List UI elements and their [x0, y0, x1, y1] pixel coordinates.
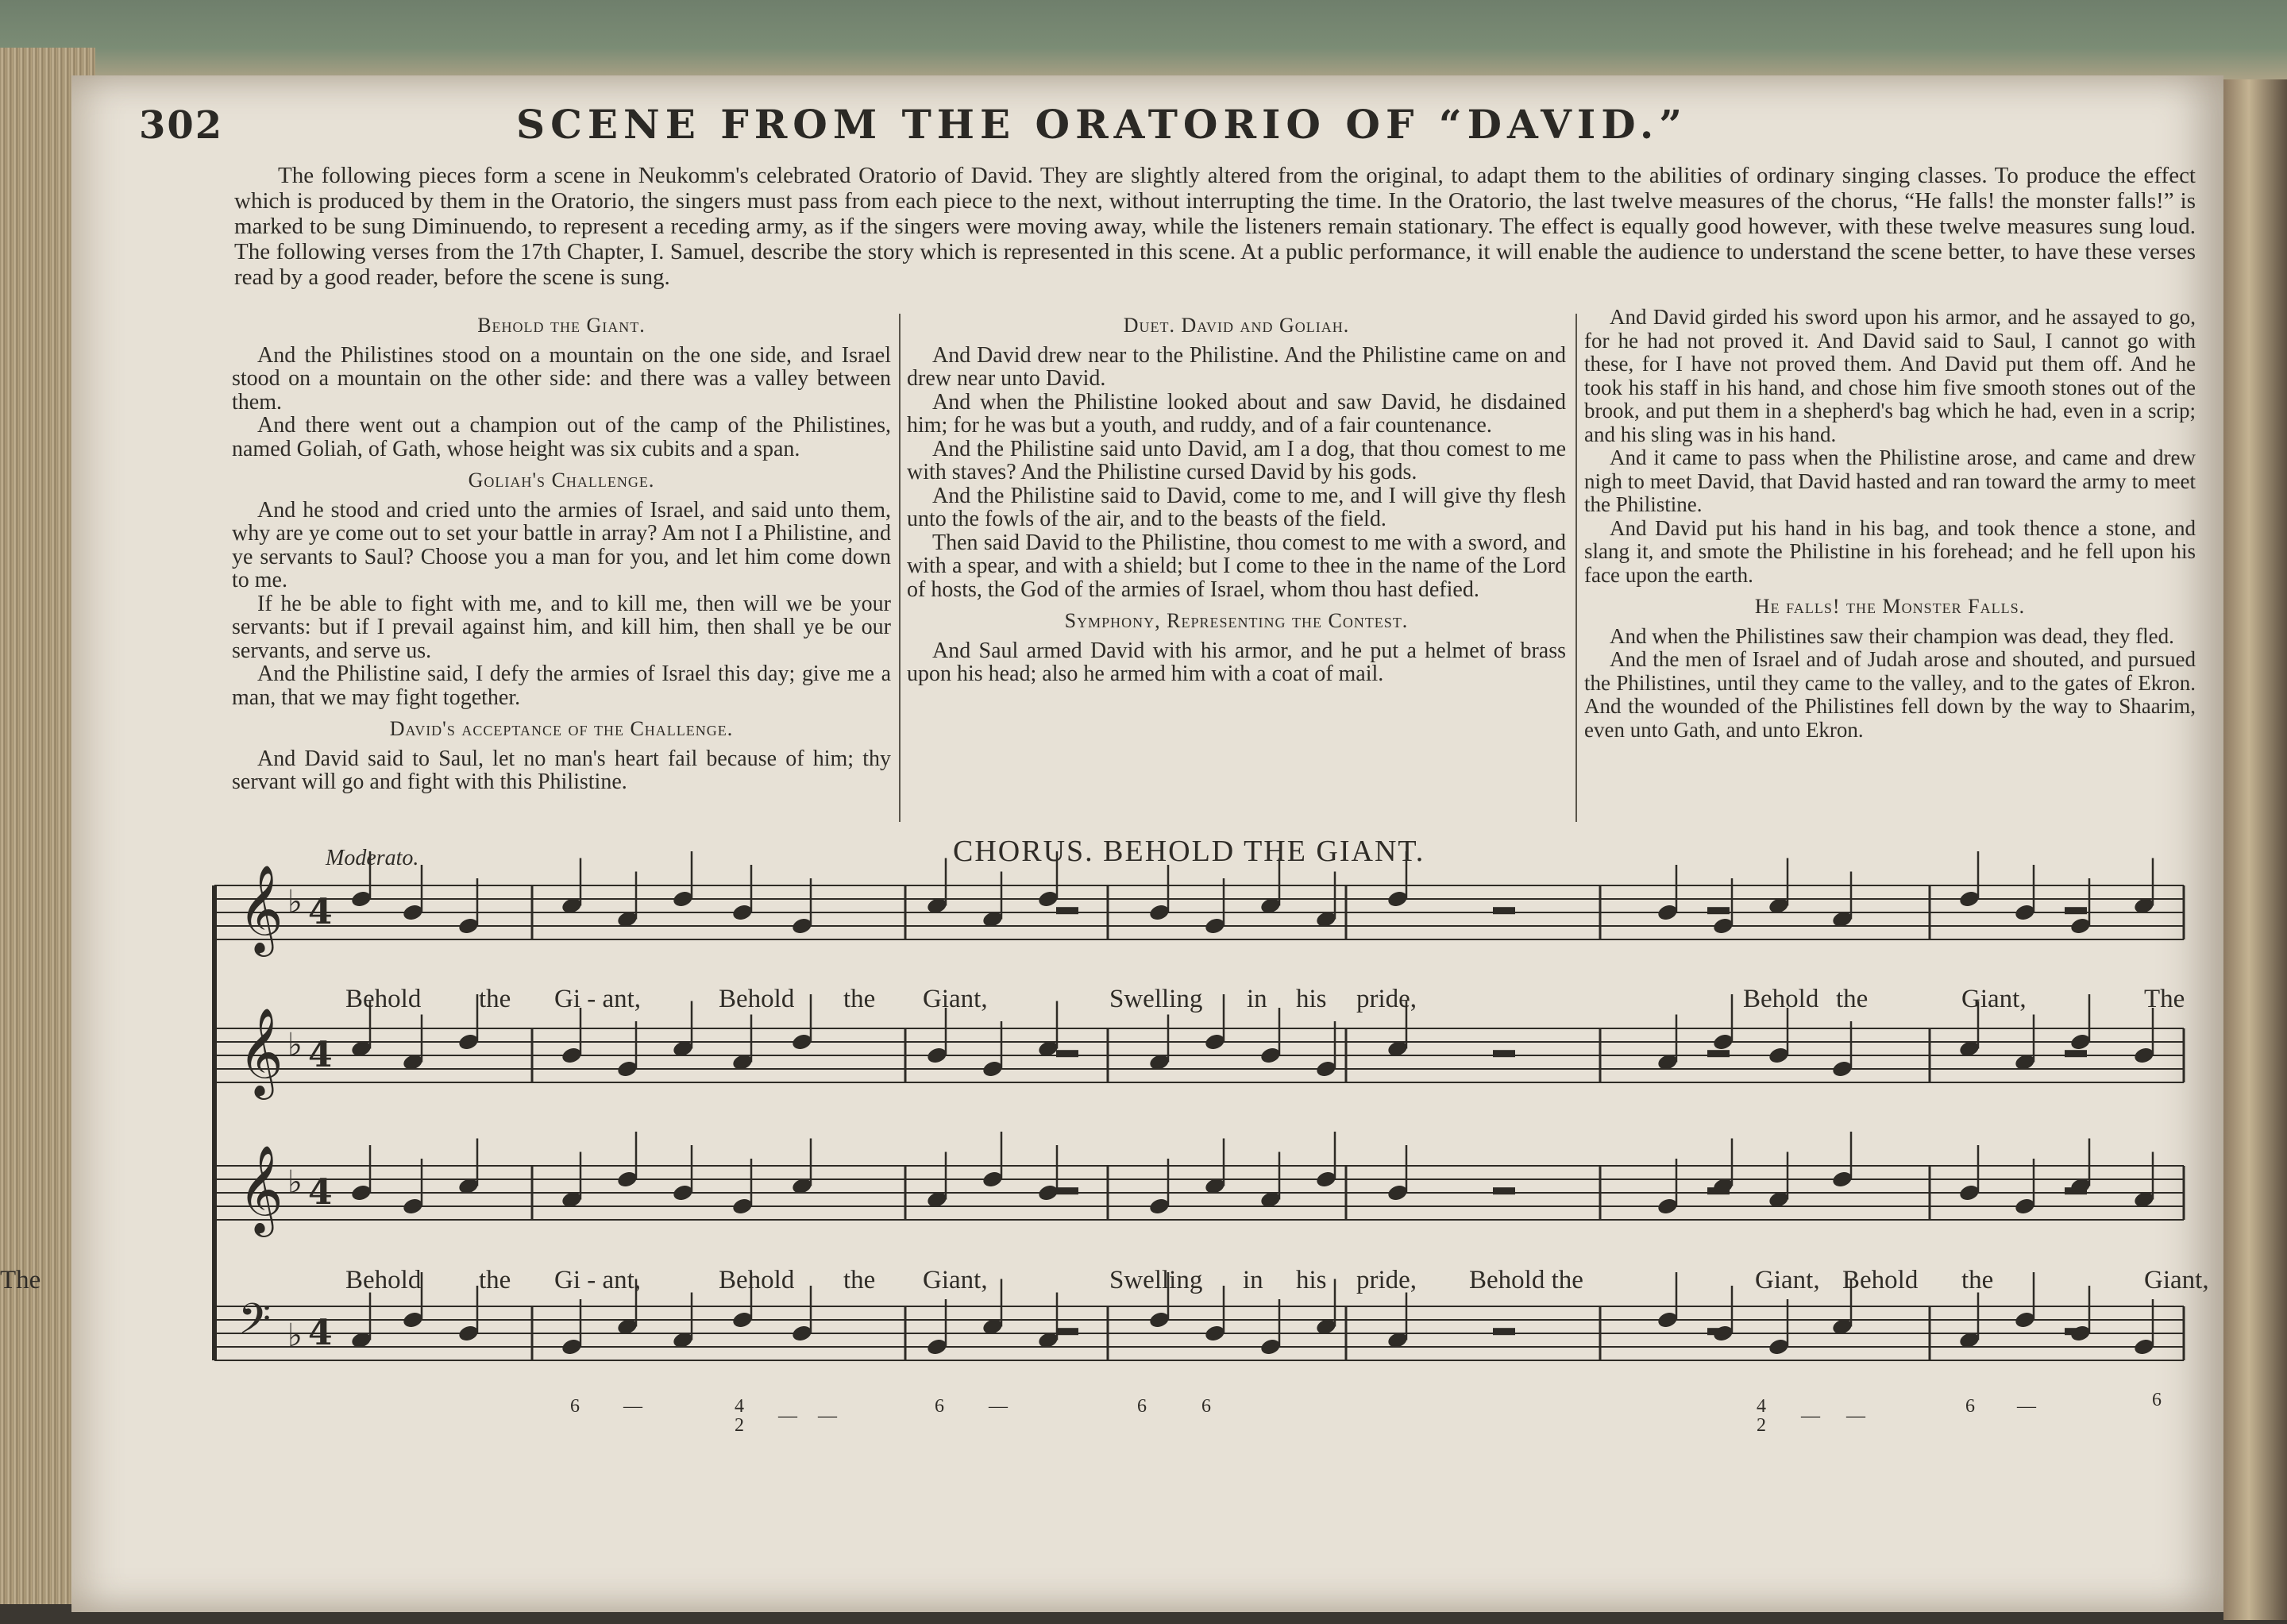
- figured-bass-numeral: 2: [735, 1415, 744, 1436]
- paragraph: And when the Philistines saw their champion was dead, they fled.: [1610, 623, 2174, 648]
- section-heading: Symphony, Representing the Contest.: [1064, 609, 1409, 632]
- lyric-syllable: Gi - ant,: [554, 985, 642, 1013]
- treble-clef-icon: 𝄞: [238, 864, 283, 953]
- lyric-syllable: Behold: [345, 1266, 422, 1294]
- lyric-syllable: Giant,: [1755, 1266, 1820, 1294]
- paragraph: And the men of Israel and of Judah arose and shouted, and pursued the Philistines, until they came to the valley, and to the gates of Ekron. And the wounded of the Philistines fell down by the way to Shaarim, even unto Gath, and unto Ekron.: [1584, 647, 2196, 742]
- paragraph: And Saul armed David with his armor, and he put a helmet of brass upon his head; also he armed him with a coat of mail.: [907, 638, 1566, 686]
- section-heading: David's acceptance of the Challenge.: [389, 717, 734, 740]
- figured-bass-numeral: —: [818, 1406, 837, 1426]
- chorus-title: CHORUS. BEHOLD THE GIANT.: [953, 835, 1425, 868]
- lyric-syllable: pride,: [1356, 985, 1417, 1013]
- bass-clef-icon: 𝄢: [238, 1295, 272, 1354]
- paragraph: If he be able to fight with me, and to kill me, then will we be your servants: but if I prevail against him, and kill him, then shall ye be our servants, and serve us.: [232, 591, 891, 663]
- lyric-syllable: The: [2144, 985, 2185, 1013]
- figured-bass-numeral: —: [778, 1406, 797, 1426]
- lyric-syllable: Giant,: [923, 985, 988, 1013]
- figured-bass-numeral: 2: [1757, 1415, 1766, 1436]
- lyric-syllable: The: [0, 1266, 41, 1294]
- text-column-3: [1584, 306, 2196, 742]
- paragraph: And the Philistine said, I defy the armies of Israel this day; give me a man, that we may fight together.: [232, 662, 891, 710]
- treble-clef-icon: 𝄞: [238, 1144, 283, 1233]
- paragraph: And David drew near to the Philistine. And the Philistine came on and drew near unto David.: [907, 342, 1566, 391]
- column-divider: [899, 314, 901, 822]
- lyric-syllable: the: [479, 985, 511, 1013]
- lyric-syllable: in: [1243, 1266, 1263, 1294]
- paragraph: And when the Philistine looked about and saw David, he disdained him; for he was but a youth, and ruddy, and of a fair countenance.: [907, 389, 1566, 438]
- lyric-syllable: Gi - ant,: [554, 1266, 642, 1294]
- section-heading: Behold the Giant.: [477, 314, 646, 337]
- paragraph: And there went out a champion out of the camp of the Philistines, named Goliah, of Gath, whose height was six cubits and a span.: [232, 413, 891, 461]
- text-column-1: [232, 306, 891, 794]
- section-heading: Duet. David and Goliah.: [1123, 314, 1350, 337]
- paragraph: And he stood and cried unto the armies of Israel, and said unto them, why are ye come out to set your battle in array? Am not I a Philistine, and ye servants to Saul? Choose you a man for you, and let him come down to me.: [232, 497, 891, 592]
- key-flat-icon: ♭: [287, 884, 303, 920]
- figured-bass-numeral: 6: [935, 1396, 944, 1417]
- figured-bass-numeral: 4: [1757, 1396, 1766, 1417]
- lyric-syllable: the: [843, 985, 876, 1013]
- paragraph: And David girded his sword upon his armor, and he assayed to go, for he had not proved it. And David said to Saul, I cannot go with these, for I have not proved them. And David put them off. And he took his staff in his hand, and chose him five smooth stones out of the brook, and put them in a shepherd's bag which he had, even in a scrip; and his sling was in his hand.: [1584, 305, 2196, 446]
- lyric-syllable: Behold: [719, 985, 795, 1013]
- paragraph: And David said to Saul, let no man's heart fail because of him; thy servant will go and fight with this Philistine.: [232, 746, 891, 794]
- paragraph: And it came to pass when the Philistine arose, and came and drew nigh to meet David, that David hasted and ran toward the army to meet the Philistine.: [1584, 446, 2196, 516]
- lyric-syllable: his: [1296, 985, 1327, 1013]
- section-heading: Goliah's Challenge.: [468, 469, 655, 492]
- page-number: 302: [139, 103, 224, 148]
- figured-bass-numeral: 4: [735, 1396, 744, 1417]
- time-signature: 4: [308, 1313, 333, 1353]
- lyric-syllable: Behold: [345, 985, 422, 1013]
- lyric-syllable: pride,: [1356, 1266, 1417, 1294]
- section-heading: He falls! the Monster Falls.: [1754, 595, 2026, 618]
- time-signature: 4: [308, 1172, 333, 1213]
- paragraph: And the Philistines stood on a mountain on the one side, and Israel stood on a mountain on the other side: and there was a valley between them.: [232, 342, 891, 415]
- figured-bass-numeral: 6: [1137, 1396, 1147, 1417]
- figured-bass-numeral: —: [1801, 1406, 1820, 1426]
- figured-bass-numeral: —: [1846, 1406, 1865, 1426]
- figured-bass-numeral: 6: [1201, 1396, 1211, 1417]
- lyric-syllable: Behold: [1743, 985, 1819, 1013]
- paragraph: And David put his hand in his bag, and took thence a stone, and slang it, and smote the Philistine in his forehead; and he fell upon his face upon the earth.: [1584, 515, 2196, 587]
- intro-paragraph: The following pieces form a scene in Neukomm's celebrated Oratorio of David. They are slightly altered from the original, to adapt them to the abilities of ordinary singing classes. To produce the effect which is produced by them in the Oratorio, the singers must pass from each piece to the next, without interrupting the time. In the Oratorio, the last twelve measures of the chorus, “He falls! the monster falls!” is marked to be sung Diminuendo, to represent a receding army, as if the singers were moving away, while the listeners remain stationary. The effect is equally good however, with these twelve measures sung loud. The following verses from the 17th Chapter, I. Samuel, describe the story which is represented in this scene. At a public performance, it will enable the audience to understand the scene better, to have these verses read by a good reader, before the scene is sung.: [234, 163, 2196, 290]
- figured-bass-numeral: —: [2017, 1396, 2036, 1417]
- time-signature: 4: [308, 1035, 333, 1075]
- figured-bass-numeral: 6: [570, 1396, 580, 1417]
- lyric-syllable: in: [1247, 985, 1267, 1013]
- key-flat-icon: ♭: [287, 1164, 303, 1201]
- paragraph: And the Philistine said unto David, am I a dog, that thou comest to me with staves? And the Philistine cursed David by his gods.: [907, 436, 1566, 484]
- figured-bass-numeral: —: [989, 1396, 1008, 1417]
- lyric-syllable: the: [1961, 1266, 1994, 1294]
- figured-bass-numeral: 6: [1965, 1396, 1975, 1417]
- lyric-syllable: Behold: [1842, 1266, 1919, 1294]
- lyric-syllable: the: [843, 1266, 876, 1294]
- lyric-syllable: Giant,: [923, 1266, 988, 1294]
- time-signature: 4: [308, 892, 333, 932]
- treble-clef-icon: 𝄞: [238, 1007, 283, 1096]
- tempo-marking: Moderato.: [326, 846, 419, 870]
- lyric-syllable: his: [1296, 1266, 1327, 1294]
- paragraph: Then said David to the Philistine, thou comest to me with a sword, and with a spear, and with a shield; but I come to thee in the name of the Lord of hosts, the God of the armies of Israel, whom thou hast defied.: [907, 530, 1566, 602]
- lyric-syllable: Giant,: [2144, 1266, 2209, 1294]
- lyric-syllable: the: [479, 1266, 511, 1294]
- figured-bass-numeral: 6: [2152, 1390, 2162, 1410]
- lyric-syllable: Behold: [719, 1266, 795, 1294]
- text-column-2: [907, 306, 1566, 686]
- lyric-syllable: the: [1836, 985, 1869, 1013]
- figured-bass-numeral: —: [623, 1396, 642, 1417]
- page-title: SCENE FROM THE ORATORIO OF “DAVID.”: [516, 101, 1688, 148]
- column-divider: [1575, 314, 1577, 822]
- book-cover-top: [0, 0, 2287, 87]
- key-flat-icon: ♭: [287, 1027, 303, 1063]
- paragraph: And the Philistine said to David, come to me, and I will give thy flesh unto the fowls of the air, and to the beasts of the field.: [907, 483, 1566, 531]
- lyric-syllable: Giant,: [1961, 985, 2027, 1013]
- book-page-edges-right: [2223, 79, 2287, 1620]
- key-flat-icon: ♭: [287, 1317, 303, 1354]
- lyric-syllable: Swelling: [1109, 985, 1203, 1013]
- lyric-syllable: Swelling: [1109, 1266, 1203, 1294]
- lyric-syllable: Behold the: [1469, 1266, 1583, 1294]
